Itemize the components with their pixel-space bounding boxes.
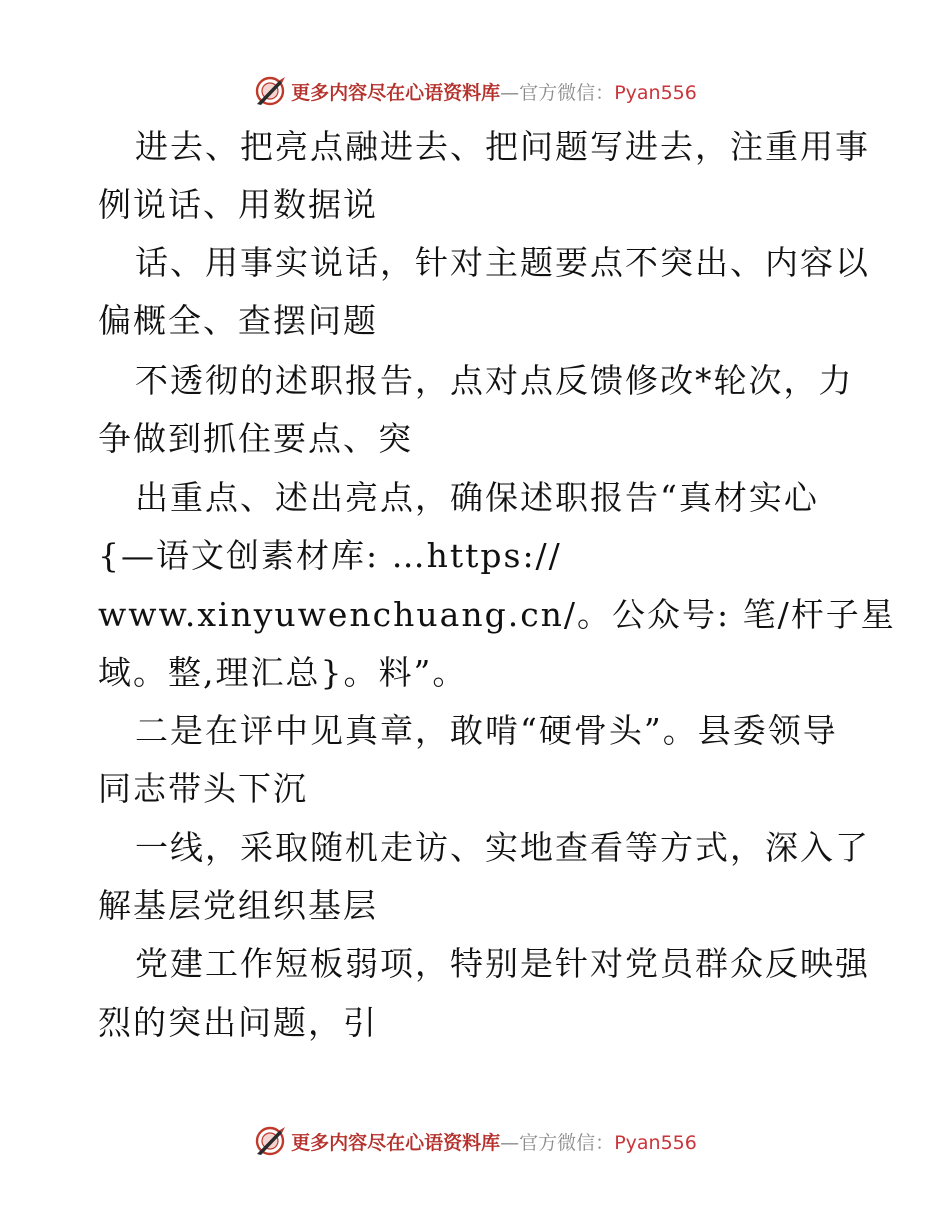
header-wechat-id: Pyan556: [614, 81, 697, 104]
body-line: 进去、把亮点融进去、把问题写进去，注重用事: [135, 127, 870, 166]
header-banner-text: [291, 78, 697, 105]
footer-separator: —: [500, 1131, 520, 1154]
header-banner: [0, 71, 950, 111]
footer-wechat-id: Pyan556: [614, 1131, 697, 1154]
footer-banner: [0, 1121, 950, 1161]
body-line: 例说话、用数据说: [98, 185, 378, 224]
feather-pen-logo-icon: [253, 1124, 287, 1158]
body-line: 烈的突出问题，引: [98, 1003, 378, 1042]
body-line: 出重点、述出亮点，确保述职报告“真材实心: [135, 478, 819, 517]
body-line: 偏概全、查摆问题: [98, 301, 378, 340]
body-line: 不透彻的述职报告，点对点反馈修改*轮次，力: [135, 361, 854, 400]
body-line: 一线，采取随机走访、实地查看等方式，深入了: [135, 828, 870, 867]
footer-brand: 更多内容尽在心语资料库: [291, 1131, 501, 1154]
footer-banner-text: [291, 1128, 697, 1155]
header-separator: —: [500, 81, 520, 104]
body-line: 争做到抓住要点、突: [98, 419, 413, 458]
body-line: 域。整,理汇总}。料”。: [98, 653, 468, 692]
body-line: 二是在评中见真章，敢啃“硬骨头”。县委领导: [135, 711, 838, 750]
body-line: 党建工作短板弱项，特别是针对党员群众反映强: [135, 944, 870, 983]
feather-pen-logo-icon: [253, 74, 287, 108]
header-brand: 更多内容尽在心语资料库: [291, 81, 501, 104]
body-line: 解基层党组织基层: [98, 886, 378, 925]
header-official-label: 官方微信：: [519, 81, 615, 104]
body-line: 同志带头下沉: [98, 769, 308, 808]
footer-official-label: 官方微信：: [519, 1131, 615, 1154]
body-line: www.xinyuwenchuang.cn/。公众号: 笔/杆子星: [98, 595, 896, 634]
body-line: 话、用事实说话，针对主题要点不突出、内容以: [135, 243, 870, 282]
body-line: {—语文创素材库: …https://: [98, 536, 562, 575]
